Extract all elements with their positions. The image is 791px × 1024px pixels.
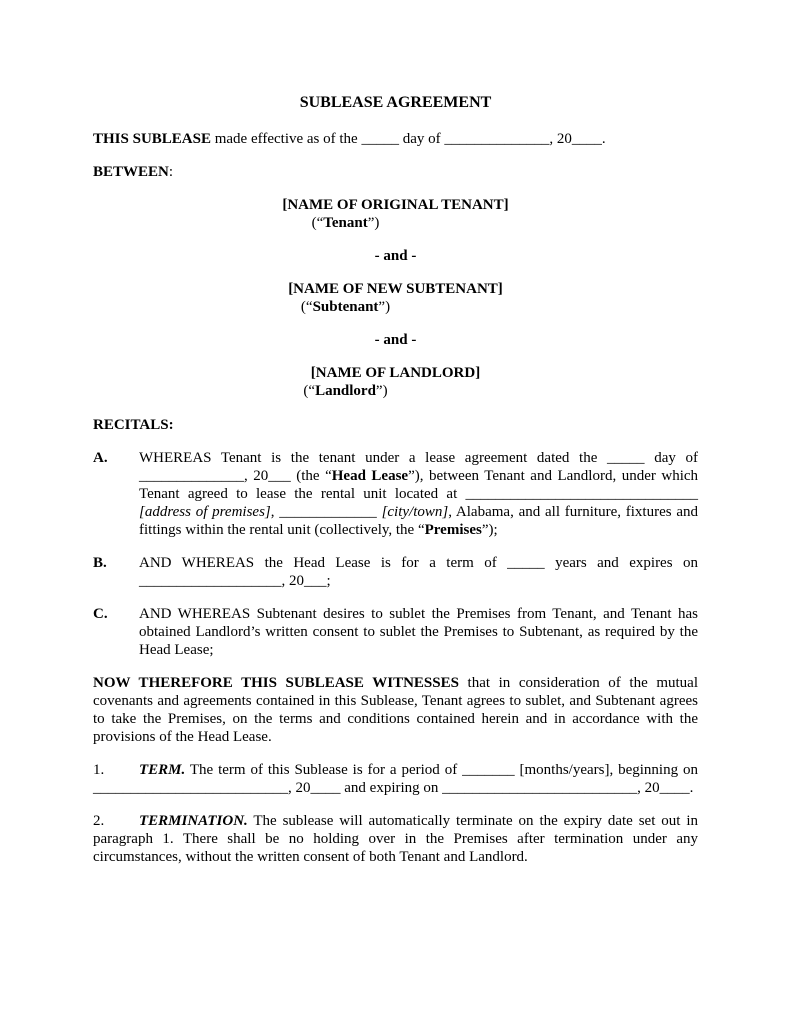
- recital-label: C.: [93, 606, 108, 622]
- party-role: (“Tenant”): [311, 215, 380, 231]
- recitals-heading: RECITALS:: [93, 417, 174, 433]
- document-page: [93, 94, 698, 866]
- clause-termination: 2. TERMINATION. The sublease will automatically terminate on the expiry date set out in paragraph 1. There shall be no holding over in the Premises after termination under any circumstances, without the written consent of both Tenant and Landlord.: [93, 813, 698, 865]
- recital-c: [93, 605, 698, 659]
- recital-text: AND WHEREAS Subtenant desires to sublet the Premises from Tenant, and Tenant has obtained Landlord’s written consent to sublet the Premises to Subtenant, as required by the Head Lease;: [139, 606, 698, 658]
- party-role: (“Landlord”): [303, 383, 388, 399]
- recital-text: WHEREAS Tenant is the tenant under a lease agreement dated the _____ day of ______________, 20___ (the “Head Lease”), between Tenant and Landlord, under which Tenant agreed to lease the rental unit located at _______________________________ [address of premises], _____________ [city/town], Alabama, and all furniture, fixtures and fittings within the rental unit (collectively, the “Premises”);: [139, 450, 699, 538]
- recital-label: B.: [93, 555, 107, 571]
- now-therefore-paragraph: NOW THEREFORE THIS SUBLEASE WITNESSES that in consideration of the mutual covenants and agreements contained in this Sublease, Tenant agrees to sublet, and Subtenant agrees to take the Premises, on the terms and conditions contained herein and in accordance with the provisions of the Head Lease.: [93, 675, 698, 745]
- and-separator: - and -: [374, 332, 417, 348]
- recital-b: [93, 554, 698, 590]
- intro-paragraph: [93, 130, 698, 148]
- party-name: [NAME OF ORIGINAL TENANT]: [282, 197, 509, 213]
- recital-a: [93, 449, 698, 539]
- party-subtenant: [93, 280, 698, 316]
- and-separator: - and -: [374, 248, 417, 264]
- intro-text: made effective as of the _____ day of ______________, 20____.: [210, 131, 606, 147]
- intro-bold: THIS SUBLEASE: [93, 131, 211, 147]
- document-title: SUBLEASE AGREEMENT: [299, 94, 492, 111]
- clause-term: 1. TERM. The term of this Sublease is for a period of _______ [months/years], beginning on __________________________, 20____ and expiring on __________________________, 20____.: [93, 762, 698, 796]
- between-bold: BETWEEN: [93, 164, 169, 180]
- party-tenant: [93, 196, 698, 232]
- party-landlord: [93, 364, 698, 400]
- party-name: [NAME OF LANDLORD]: [310, 365, 481, 381]
- party-role: (“Subtenant”): [300, 299, 391, 315]
- between-label: [93, 163, 698, 181]
- recital-text: AND WHEREAS the Head Lease is for a term of _____ years and expires on ___________________, 20___;: [139, 555, 698, 589]
- recital-label: A.: [93, 450, 108, 466]
- party-name: [NAME OF NEW SUBTENANT]: [288, 281, 503, 297]
- between-colon: :: [168, 164, 174, 180]
